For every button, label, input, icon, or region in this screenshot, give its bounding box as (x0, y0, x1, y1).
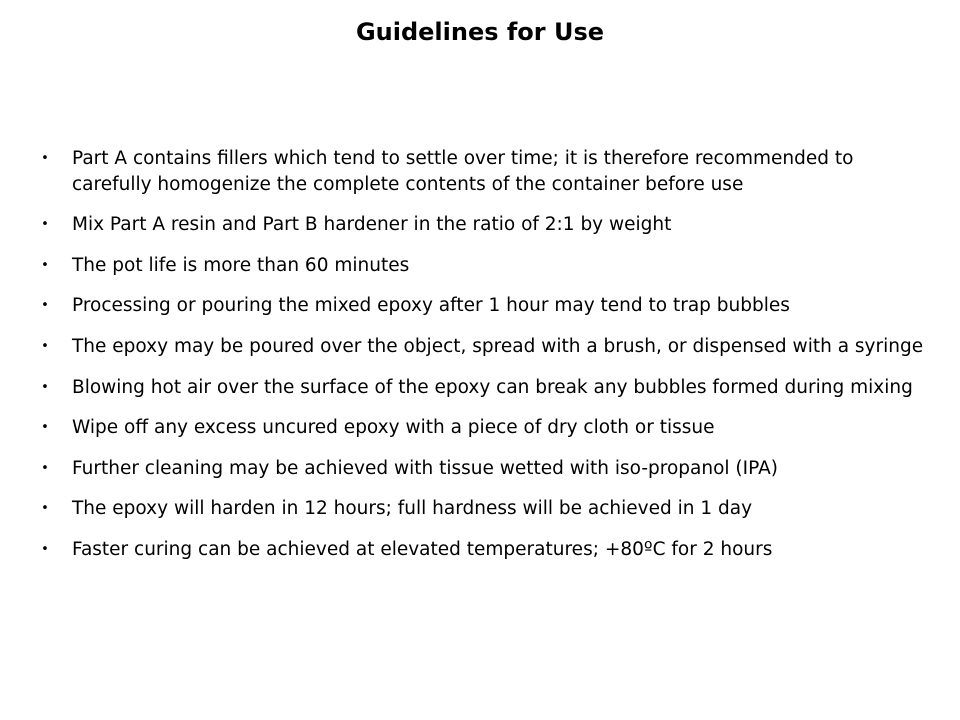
bullet-icon: • (41, 151, 49, 166)
bullet-icon: • (41, 541, 49, 557)
list-item (38, 456, 928, 482)
list-item (38, 334, 928, 360)
list-item (38, 212, 928, 238)
list-item (38, 253, 928, 279)
list-item-text: Processing or pouring the mixed epoxy after 1 hour may tend to trap bubbles (72, 295, 790, 317)
list-item-text: The pot life is more than 60 minutes (72, 254, 410, 276)
page-title: Guidelines for Use (355, 18, 605, 46)
list-item (38, 293, 928, 319)
bullet-icon: • (41, 338, 49, 354)
list-item (38, 537, 928, 563)
bullet-icon: • (41, 460, 49, 476)
list-item (38, 375, 928, 401)
list-item-text: Faster curing can be achieved at elevated temperatures; +80ºC for 2 hours (72, 538, 773, 560)
bullet-icon: • (41, 420, 49, 436)
list-item-text: Further cleaning may be achieved with tissue wetted with iso-propanol (IPA) (72, 457, 778, 479)
list-item (38, 496, 928, 522)
list-item-text: Mix Part A resin and Part B hardener in the ratio of 2:1 by weight (72, 214, 672, 236)
bullet-icon: • (41, 379, 49, 395)
bullet-icon: • (41, 257, 49, 273)
list-item (38, 146, 928, 197)
list-item-text: The epoxy will harden in 12 hours; full hardness will be achieved in 1 day (72, 498, 753, 520)
bullet-icon: • (41, 298, 49, 314)
list-item-text: The epoxy may be poured over the object, spread with a brush, or dispensed with a syringe (72, 335, 924, 357)
bullet-icon: • (41, 501, 49, 517)
list-item-text: Blowing hot air over the surface of the epoxy can break any bubbles formed during mixing (72, 376, 913, 398)
guidelines-list (38, 146, 928, 578)
list-item (38, 415, 928, 441)
bullet-icon: • (41, 217, 49, 233)
list-item-text: Part A contains fillers which tend to settle over time; it is therefore recommended to carefully homogenize the complete contents of the container before use (72, 148, 854, 195)
list-item-text: Wipe off any excess uncured epoxy with a piece of dry cloth or tissue (72, 417, 715, 439)
